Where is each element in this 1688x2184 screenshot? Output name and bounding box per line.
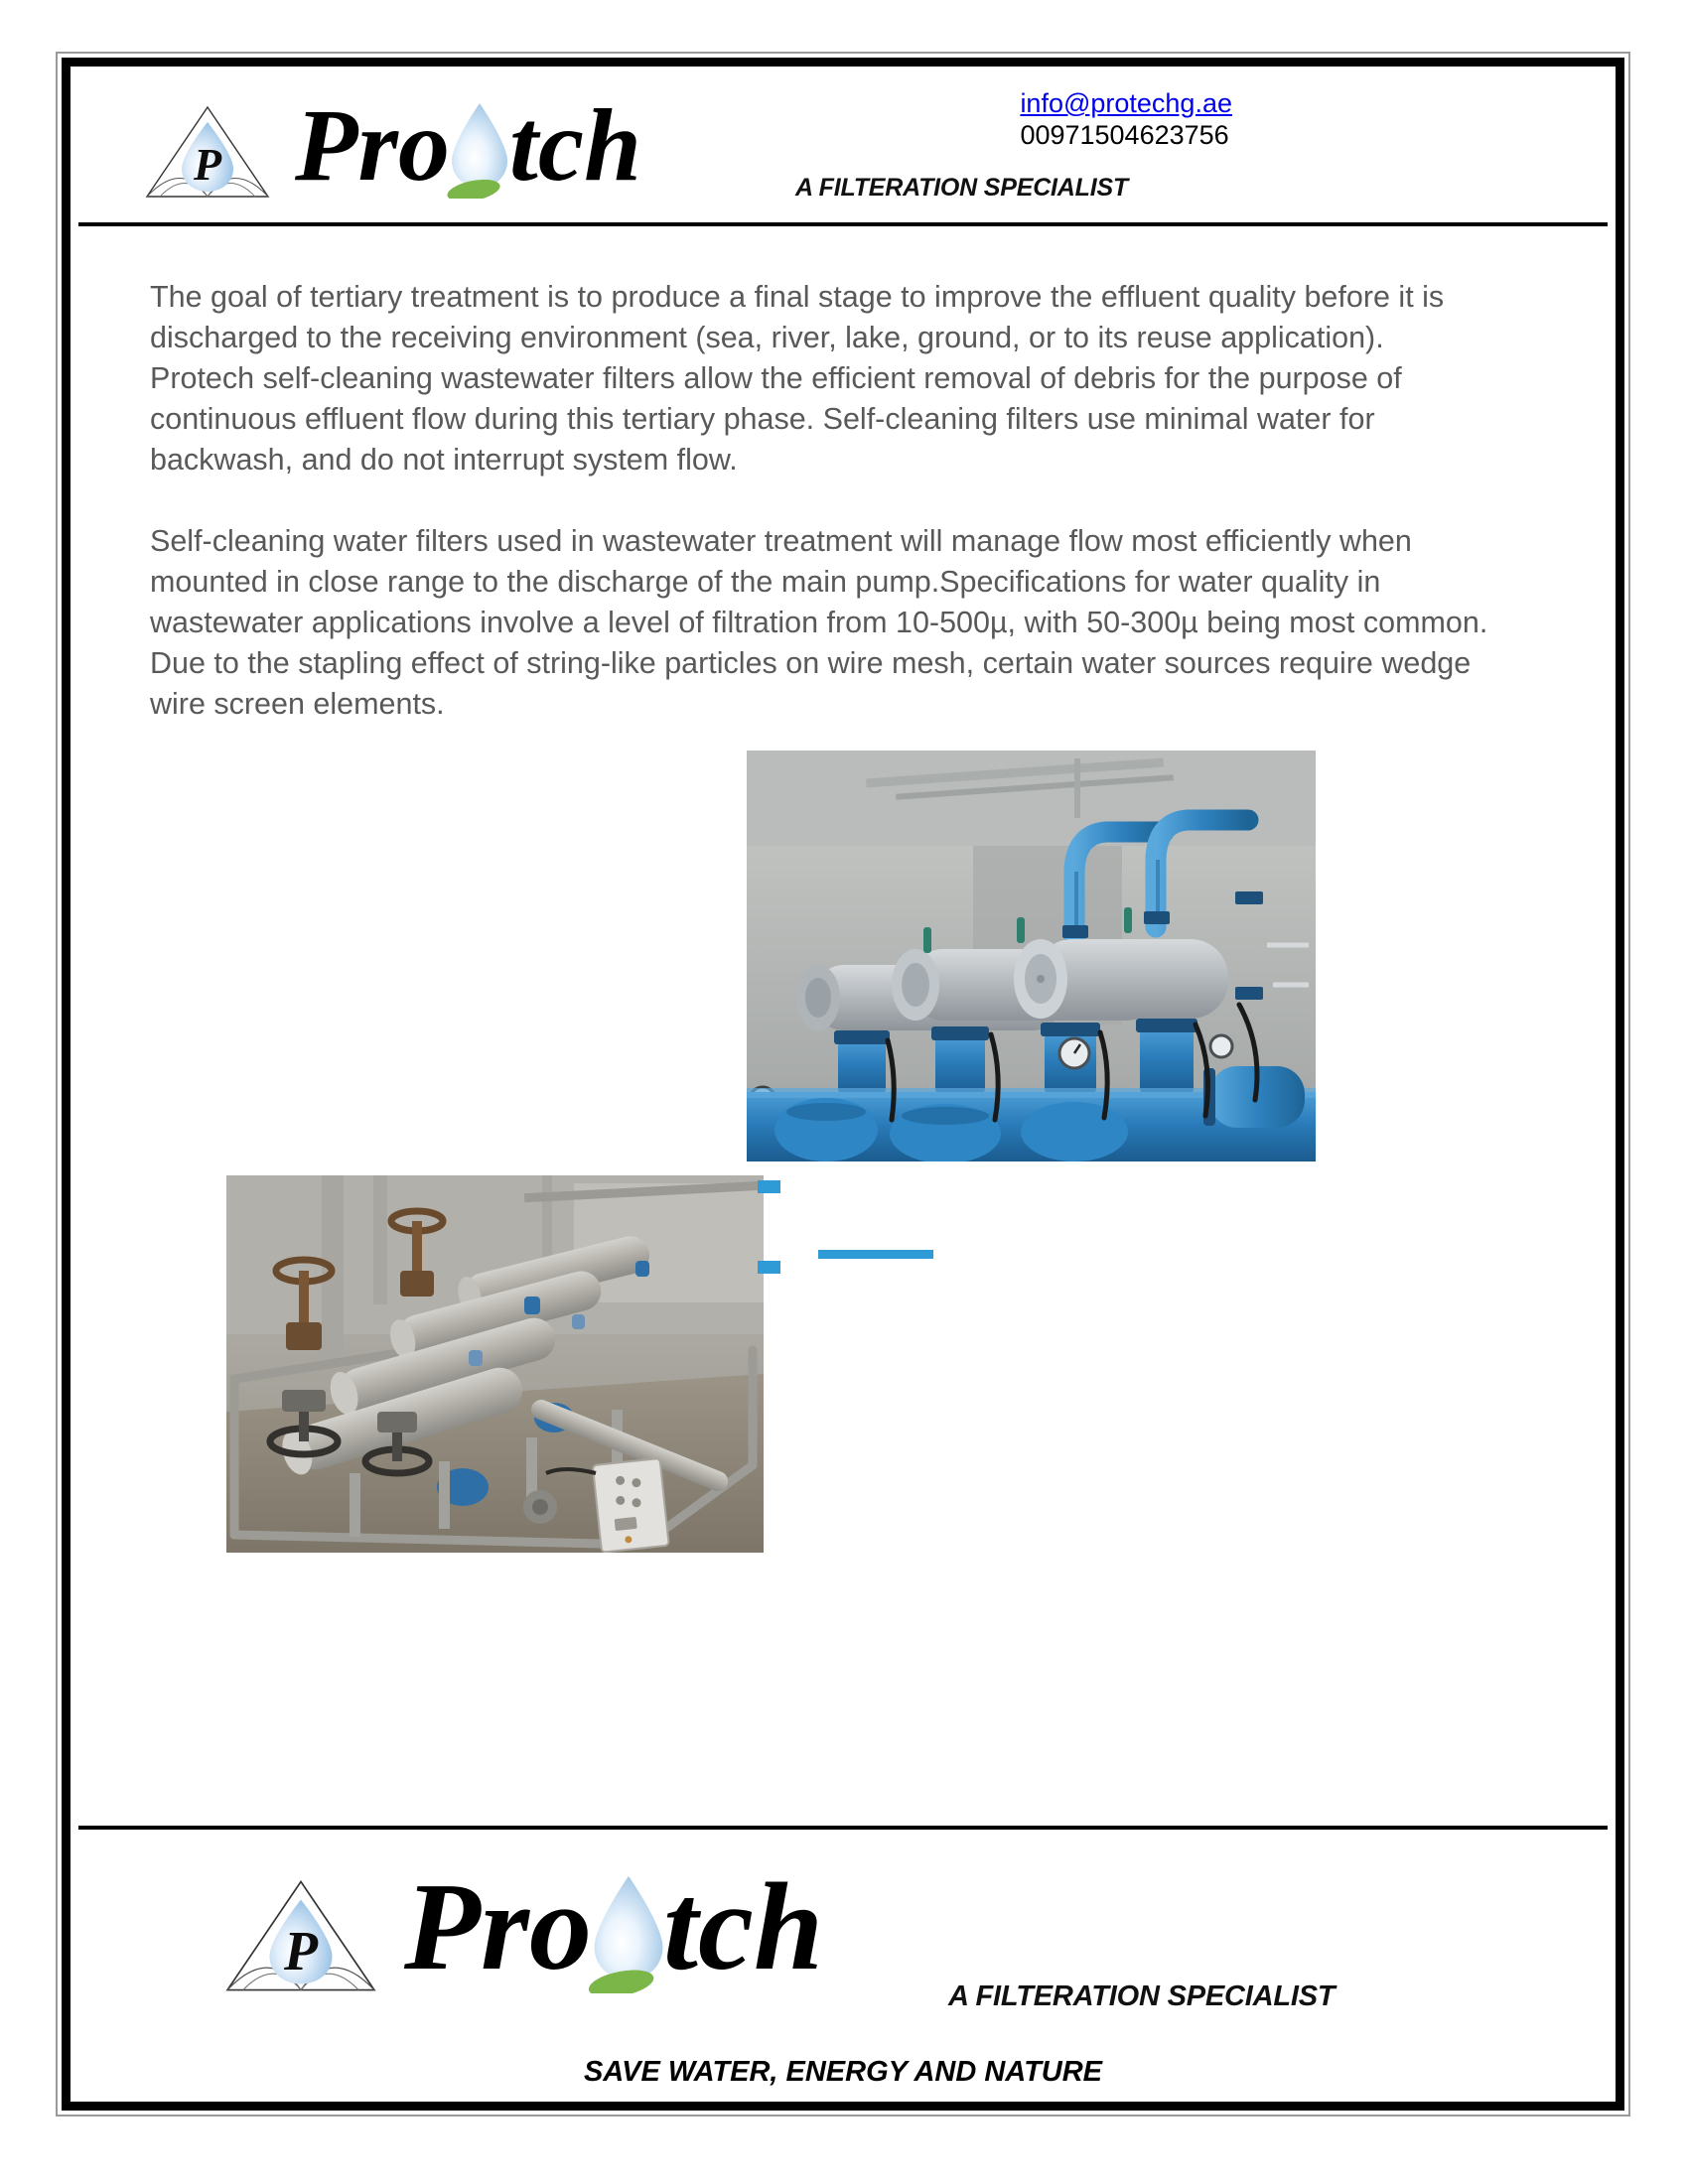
header-logo-lockup [142, 88, 641, 203]
protech-logo-icon-footer [221, 1875, 380, 1996]
wordmark-ch: ch [537, 88, 641, 203]
page-footer [70, 1830, 1616, 2102]
footer-wordmark-droplet-icon [592, 1968, 663, 1969]
phone-number: 00971504623756 [1020, 119, 1229, 150]
accent-mark-bottom [758, 1261, 780, 1274]
paragraph-1: The goal of tertiary treatment is to produce a final stage to improve the effluent quality before it is discharged to the receiving environment (sea, river, lake, ground, or to its reuse application). Protech self-cleaning wastewater filters allow the efficient removal of debris for the purpose of continuous effluent flow during this tertiary phase. Self-cleaning filters use minimal water for backwash, and do not interrupt system flow. [150, 280, 1445, 477]
svg-text:P: P [193, 139, 222, 190]
page-header [70, 67, 1616, 223]
email-link[interactable]: info@protechg.ae [1020, 88, 1232, 118]
body-copy [150, 277, 1495, 725]
svg-text:P: P [283, 1920, 319, 1982]
footer-wordmark-pro: Pro [404, 1858, 592, 1996]
page-content [70, 67, 1616, 2102]
footer-wordmark-t: t [663, 1858, 699, 1996]
wordmark-t: t [509, 88, 538, 203]
header-tagline: A FILTERATION SPECIALIST [795, 174, 1129, 202]
wordmark-droplet-icon [450, 179, 509, 180]
footer-wordmark [404, 1858, 824, 1996]
accent-mark-top [758, 1180, 780, 1193]
footer-slogan: SAVE WATER, ENERGY AND NATURE [583, 2056, 1103, 2088]
header-divider [78, 222, 1608, 226]
figure-bottom-photo [226, 1175, 764, 1553]
footer-wordmark-ch: ch [698, 1858, 824, 1996]
paragraph-2: Self-cleaning water filters used in wastewater treatment will manage flow most efficiently when mounted in close range to the discharge of the main pump.Specifications for water quality in wastewater applications involve a level of filtration from 10-500µ, with 50-300µ being most common. Due to the stapling effect of string-like particles on wire mesh, certain water sources require wedge wire screen elements. [150, 524, 1488, 721]
footer-logo-lockup [221, 1858, 824, 1996]
accent-rule [818, 1250, 933, 1259]
protech-logo-icon [142, 102, 273, 202]
header-contact-block [1020, 88, 1232, 152]
footer-divider [78, 1826, 1608, 1830]
wordmark-pro: Pro [295, 88, 450, 203]
footer-tagline: A FILTERATION SPECIALIST [948, 1980, 1336, 2012]
figure-top-photo [747, 751, 1316, 1161]
header-wordmark [295, 88, 641, 203]
